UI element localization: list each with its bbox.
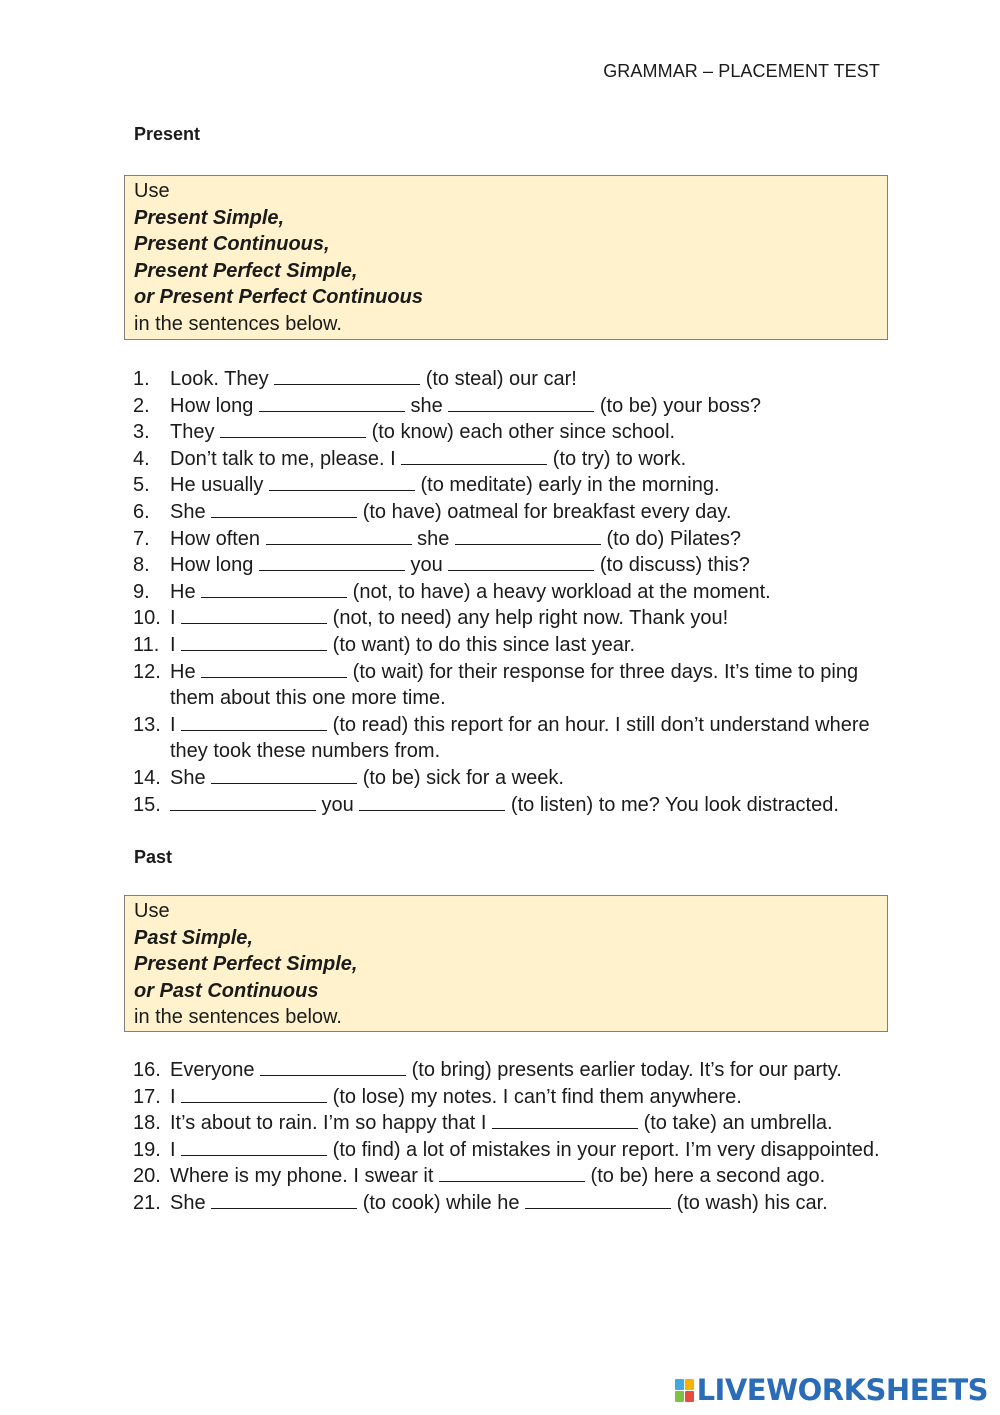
item-text: Everyone bbox=[170, 1059, 261, 1081]
box-outro: in the sentences below. bbox=[134, 312, 342, 335]
answer-blank[interactable] bbox=[260, 1058, 406, 1076]
item-text: (to steal) our car! bbox=[420, 368, 577, 390]
section-title-past: Past bbox=[134, 847, 173, 867]
item-number: 12. bbox=[133, 660, 161, 683]
item-text: I bbox=[170, 1138, 182, 1161]
item-text: (to find) a lot of mistakes in your report. I’m very disappointed. bbox=[327, 1138, 880, 1161]
logo-square bbox=[685, 1391, 694, 1402]
tense-present-perfect-continuous: or Present Perfect Continuous bbox=[134, 286, 423, 309]
exercise-item bbox=[133, 472, 893, 499]
box-outro: in the sentences below. bbox=[134, 1006, 342, 1029]
item-text: (to try) to work. bbox=[547, 447, 687, 470]
answer-blank[interactable] bbox=[401, 447, 547, 465]
item-text: I bbox=[170, 607, 182, 630]
item-number: 8. bbox=[133, 554, 150, 577]
exercise-item bbox=[133, 366, 893, 393]
exercise-item bbox=[133, 792, 893, 819]
exercise-item bbox=[133, 552, 893, 579]
item-number: 11. bbox=[133, 633, 160, 656]
box-intro: Use bbox=[134, 180, 170, 202]
item-text: Look. They bbox=[170, 368, 275, 390]
exercise-item bbox=[133, 579, 893, 606]
item-number: 5. bbox=[133, 474, 150, 497]
page-header: GRAMMAR – PLACEMENT TEST bbox=[603, 61, 880, 81]
item-text: (to lose) my notes. I can’t find them anywhere. bbox=[327, 1085, 742, 1108]
item-text: He bbox=[170, 660, 202, 683]
item-text: (to want) to do this since last year. bbox=[327, 633, 636, 656]
exercise-item bbox=[133, 1137, 893, 1164]
answer-blank[interactable] bbox=[181, 633, 327, 651]
answer-blank[interactable] bbox=[211, 500, 357, 518]
exercise-item bbox=[133, 605, 893, 632]
tense-past-continuous: or Past Continuous bbox=[134, 979, 319, 1002]
item-text: I bbox=[170, 633, 182, 656]
item-number: 20. bbox=[133, 1165, 161, 1188]
item-text: She bbox=[170, 766, 212, 789]
item-text: she bbox=[404, 394, 449, 417]
item-text: (to bring) presents earlier today. It’s for our party. bbox=[406, 1059, 842, 1081]
item-number: 13. bbox=[133, 713, 161, 736]
item-text: Don’t talk to me, please. I bbox=[170, 447, 402, 470]
answer-blank[interactable] bbox=[439, 1164, 585, 1182]
logo-mark-icon bbox=[675, 1379, 694, 1402]
exercise-item bbox=[133, 1190, 893, 1217]
box-intro: Use bbox=[134, 900, 170, 922]
answer-blank[interactable] bbox=[201, 660, 347, 678]
item-number: 14. bbox=[133, 766, 161, 789]
tense-present-perfect-simple: Present Perfect Simple, bbox=[134, 259, 358, 282]
answer-blank[interactable] bbox=[211, 766, 357, 784]
answer-blank[interactable] bbox=[525, 1191, 671, 1209]
answer-blank[interactable] bbox=[359, 793, 505, 811]
exercise-item bbox=[133, 446, 893, 473]
exercise-item bbox=[133, 632, 893, 659]
exercise-item bbox=[133, 1163, 893, 1190]
exercise-item bbox=[133, 1110, 893, 1137]
item-text: she bbox=[411, 527, 455, 550]
tense-present-simple: Present Simple, bbox=[134, 206, 285, 229]
exercise-item bbox=[133, 712, 893, 765]
present-exercise-list bbox=[133, 366, 893, 818]
item-text: (not, to have) a heavy workload at the moment. bbox=[347, 580, 771, 603]
item-text: How often bbox=[170, 527, 266, 550]
exercise-item bbox=[133, 765, 893, 792]
item-text: I bbox=[170, 1085, 182, 1108]
item-number: 18. bbox=[133, 1112, 161, 1135]
answer-blank[interactable] bbox=[259, 553, 405, 571]
item-text: (to have) oatmeal for breakfast every day. bbox=[357, 500, 732, 523]
item-text: (to know) each other since school. bbox=[366, 421, 676, 444]
answer-blank[interactable] bbox=[181, 606, 327, 624]
answer-blank[interactable] bbox=[170, 793, 316, 811]
item-text: you bbox=[316, 793, 360, 816]
logo-text: LIVEWORKSHEETS bbox=[696, 1373, 988, 1407]
item-text: (to wash) his car. bbox=[671, 1191, 828, 1214]
item-text: (to listen) to me? You look distracted. bbox=[505, 793, 839, 816]
item-number: 1. bbox=[133, 368, 150, 390]
exercise-item bbox=[133, 499, 893, 526]
logo-square bbox=[675, 1379, 684, 1390]
answer-blank[interactable] bbox=[269, 473, 415, 491]
item-text: (to be) your boss? bbox=[594, 394, 762, 417]
tense-present-continuous: Present Continuous, bbox=[134, 233, 330, 256]
answer-blank[interactable] bbox=[259, 394, 405, 412]
liveworksheets-logo bbox=[675, 1373, 988, 1407]
answer-blank[interactable] bbox=[201, 580, 347, 598]
past-instructions-box bbox=[124, 895, 888, 1032]
item-text: you bbox=[404, 554, 449, 577]
answer-blank[interactable] bbox=[448, 553, 594, 571]
present-instructions-box bbox=[124, 175, 888, 340]
item-text: He bbox=[170, 580, 202, 603]
item-text: (to cook) while he bbox=[357, 1191, 526, 1214]
section-title-present: Present bbox=[134, 124, 201, 144]
item-number: 19. bbox=[133, 1138, 161, 1161]
item-text: I bbox=[170, 713, 182, 736]
logo-square bbox=[675, 1391, 684, 1402]
exercise-item bbox=[133, 1084, 893, 1111]
answer-blank[interactable] bbox=[274, 367, 420, 385]
answer-blank[interactable] bbox=[448, 394, 594, 412]
item-number: 3. bbox=[133, 421, 150, 444]
item-text: (to read) this report for an hour. I still don’t understand where they took these numbers from. bbox=[170, 713, 870, 763]
answer-blank[interactable] bbox=[220, 420, 366, 438]
item-text: She bbox=[170, 500, 212, 523]
exercise-item bbox=[133, 526, 893, 553]
item-text: Where is my phone. I swear it bbox=[170, 1165, 439, 1188]
past-exercise-list bbox=[133, 1057, 893, 1217]
item-number: 9. bbox=[133, 580, 150, 603]
item-text: (to be) here a second ago. bbox=[584, 1165, 826, 1188]
item-text: He usually bbox=[170, 474, 269, 497]
exercise-item bbox=[133, 393, 893, 420]
item-number: 16. bbox=[133, 1059, 161, 1081]
item-number: 21. bbox=[133, 1191, 161, 1214]
answer-blank[interactable] bbox=[211, 1191, 357, 1209]
item-text: She bbox=[170, 1191, 212, 1214]
exercise-item bbox=[133, 659, 893, 712]
answer-blank[interactable] bbox=[266, 527, 412, 545]
logo-square bbox=[685, 1379, 694, 1390]
item-text: (not, to need) any help right now. Thank you! bbox=[327, 607, 729, 630]
item-text: It’s about to rain. I’m so happy that I bbox=[170, 1112, 493, 1135]
item-text: How long bbox=[170, 554, 259, 577]
item-text: They bbox=[170, 421, 221, 444]
item-number: 17. bbox=[133, 1085, 161, 1108]
item-text: (to do) Pilates? bbox=[600, 527, 742, 550]
item-text: (to wait) for their response for three days. It’s time to ping them about this one more time. bbox=[170, 660, 859, 710]
item-text: How long bbox=[170, 394, 259, 417]
answer-blank[interactable] bbox=[181, 1138, 327, 1156]
answer-blank[interactable] bbox=[455, 527, 601, 545]
tense-present-perfect-simple: Present Perfect Simple, bbox=[134, 953, 358, 976]
item-number: 4. bbox=[133, 447, 150, 470]
item-text: (to meditate) early in the morning. bbox=[414, 474, 720, 497]
item-text: (to take) an umbrella. bbox=[638, 1112, 833, 1135]
exercise-item bbox=[133, 419, 893, 446]
tense-past-simple: Past Simple, bbox=[134, 926, 253, 949]
answer-blank[interactable] bbox=[181, 1085, 327, 1103]
item-text: (to be) sick for a week. bbox=[357, 766, 564, 789]
item-number: 6. bbox=[133, 500, 150, 523]
answer-blank[interactable] bbox=[492, 1111, 638, 1129]
item-number: 15. bbox=[133, 793, 161, 816]
item-text: (to discuss) this? bbox=[594, 554, 750, 577]
answer-blank[interactable] bbox=[181, 713, 327, 731]
item-number: 10. bbox=[133, 607, 161, 630]
exercise-item bbox=[133, 1057, 893, 1084]
item-number: 7. bbox=[133, 527, 150, 550]
item-number: 2. bbox=[133, 394, 150, 417]
